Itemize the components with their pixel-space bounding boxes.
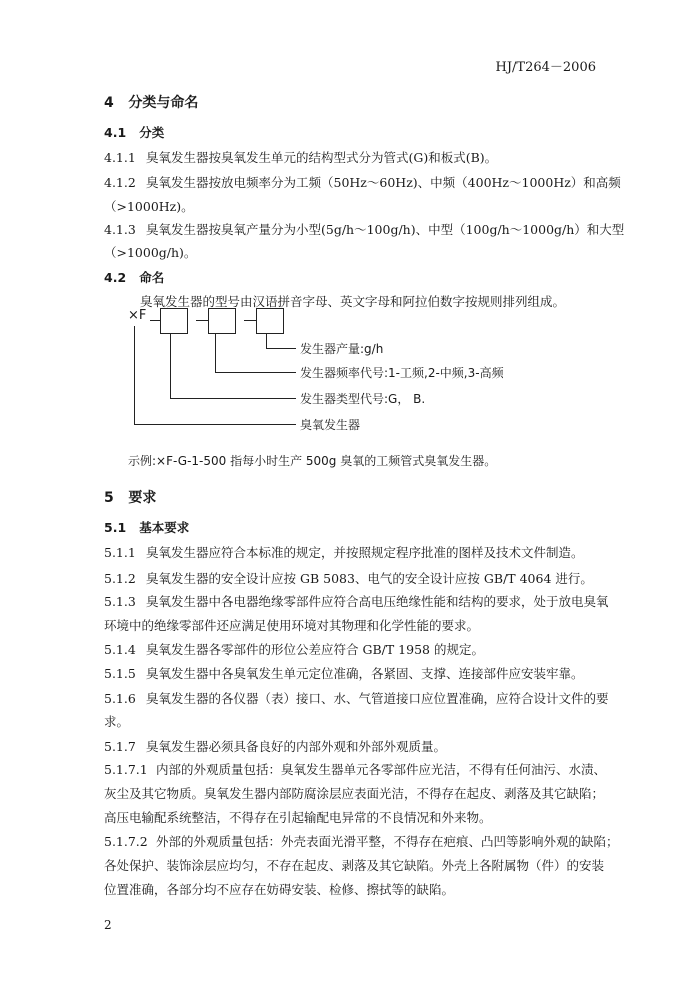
section-title: 要求 — [128, 490, 157, 506]
clause-5-1-3-line-1 — [104, 592, 609, 610]
diagram-label-ozone-generator: 臭氧发生器 — [300, 418, 361, 432]
connector-dash — [244, 320, 256, 321]
leader-line — [215, 372, 296, 373]
subsection-title: 分类 — [139, 125, 165, 140]
clause-text: 臭氧发生器应符合本标准的规定，并按照规定程序批准的图样及技术文件制造。 — [146, 545, 584, 560]
subsection-4-1-heading — [104, 123, 164, 141]
clause-number: 5.1.5 — [104, 666, 136, 681]
clause-number: 5.1.1 — [104, 545, 136, 560]
subsection-4-2-heading — [104, 268, 164, 286]
leader-line — [170, 334, 171, 398]
clause-number: 5.1.6 — [104, 691, 136, 706]
clause-5-1-7-1-line-1 — [104, 760, 606, 778]
type-code-box — [160, 308, 188, 334]
clause-5-1-4 — [104, 640, 484, 658]
clause-text: 臭氧发生器必须具备良好的内部外观和外部外观质量。 — [146, 739, 447, 754]
clause-text: 臭氧发生器的安全设计应按 GB 5083、电气的安全设计应按 GB/T 4064 进行。 — [146, 571, 593, 586]
clause-5-1-6-line-2: 求。 — [104, 714, 130, 729]
page-number: 2 — [104, 918, 112, 932]
clause-5-1-7-1-line-3: 高压电输配系统整洁，不得存在引起输配电异常的不良情况和外来物。 — [104, 810, 492, 825]
leader-line — [134, 326, 135, 424]
clause-number: 5.1.7.2 — [104, 834, 148, 849]
diagram-label-type: 发生器类型代号:G， B. — [300, 392, 426, 406]
clause-4-1-2-line-2: （>1000Hz)。 — [104, 199, 194, 214]
clause-number: 5.1.2 — [104, 571, 136, 586]
naming-intro: 臭氧发生器的型号由汉语拼音字母、英文字母和阿拉伯数字按规则排列组成。 — [140, 294, 566, 309]
leader-line — [266, 348, 296, 349]
clause-text: 臭氧发生器按臭氧产量分为小型(5g/h～100g/h)、中型（100g/h～1000g/h）和大型 — [146, 222, 625, 237]
connector-dash — [150, 320, 160, 321]
clause-text: 臭氧发生器中各电器绝缘零部件应符合高电压绝缘性能和结构的要求，处于放电臭氧 — [146, 594, 609, 609]
clause-text: 内部的外观质量包括：臭氧发生器单元各零部件应光洁，不得有任何油污、水渍、 — [156, 762, 607, 777]
leader-line — [170, 398, 296, 399]
subsection-number: 4.1 — [104, 125, 127, 140]
section-number: 4 — [104, 95, 114, 111]
section-4-heading — [104, 92, 198, 112]
clause-5-1-7-2-line-1 — [104, 832, 619, 850]
leader-line — [134, 424, 296, 425]
clause-5-1-7-1-line-2: 灰尘及其它物质。臭氧发生器内部防腐涂层应表面光洁，不得存在起皮、剥落及其它缺陷； — [104, 786, 605, 801]
clause-4-1-3-line-2: （>1000g/h)。 — [104, 245, 197, 260]
naming-example: 示例:×F-G-1-500 指每小时生产 500g 臭氧的工频管式臭氧发生器。 — [128, 454, 497, 468]
clause-number: 5.1.4 — [104, 642, 136, 657]
clause-number: 5.1.7 — [104, 739, 136, 754]
clause-text: 臭氧发生器按臭氧发生单元的结构型式分为管式(G)和板式(B)。 — [146, 150, 498, 165]
clause-number: 4.1.1 — [104, 150, 136, 165]
clause-4-1-3-line-1 — [104, 220, 624, 238]
diagram-label-output: 发生器产量:g/h — [300, 342, 384, 356]
subsection-number: 4.2 — [104, 270, 127, 285]
clause-5-1-7-2-line-2: 各处保护、装饰涂层应均匀，不存在起皮、剥落及其它缺陷。外壳上各附属物（件）的安装 — [104, 858, 605, 873]
clause-5-1-2 — [104, 569, 593, 587]
document-code: HJ/T264－2006 — [495, 60, 596, 75]
frequency-code-box — [208, 308, 236, 334]
clause-text: 臭氧发生器各零部件的形位公差应符合 GB/T 1958 的规定。 — [146, 642, 484, 657]
clause-text: 臭氧发生器中各臭氧发生单元定位准确，各紧固、支撑、连接部件应安装牢靠。 — [146, 666, 584, 681]
leader-line — [266, 334, 267, 348]
subsection-number: 5.1 — [104, 520, 127, 535]
clause-5-1-6-line-1 — [104, 689, 609, 707]
connector-dash — [196, 320, 208, 321]
leader-line — [215, 334, 216, 372]
section-number: 5 — [104, 490, 114, 506]
clause-4-1-2-line-1 — [104, 173, 621, 191]
section-5-heading — [104, 487, 156, 507]
diagram-label-frequency: 发生器频率代号:1-工频,2-中频,3-高频 — [300, 366, 504, 380]
clause-number: 4.1.2 — [104, 175, 136, 190]
clause-text: 外部的外观质量包括：外壳表面光滑平整，不得存在疤痕、凸凹等影响外观的缺陷； — [156, 834, 619, 849]
section-title: 分类与命名 — [128, 95, 199, 111]
clause-5-1-3-line-2: 环境中的绝缘零部件还应满足使用环境对其物理和化学性能的要求。 — [104, 618, 480, 633]
clause-5-1-7-2-line-3: 位置准确，各部分均不应存在妨碍安装、检修、擦拭等的缺陷。 — [104, 882, 455, 897]
clause-5-1-7 — [104, 737, 446, 755]
clause-number: 4.1.3 — [104, 222, 136, 237]
subsection-title: 命名 — [139, 270, 165, 285]
clause-number: 5.1.3 — [104, 594, 136, 609]
clause-5-1-1 — [104, 543, 584, 561]
clause-4-1-1 — [104, 148, 497, 166]
model-prefix: ×F — [128, 308, 147, 323]
clause-5-1-5 — [104, 664, 584, 682]
output-box — [256, 308, 284, 334]
clause-number: 5.1.7.1 — [104, 762, 148, 777]
subsection-5-1-heading — [104, 518, 189, 536]
clause-text: 臭氧发生器按放电频率分为工频（50Hz～60Hz)、中频（400Hz～1000Hz）和高频 — [146, 175, 621, 190]
clause-text: 臭氧发生器的各仪器（表）接口、水、气管道接口应位置准确，应符合设计文件的要 — [146, 691, 609, 706]
subsection-title: 基本要求 — [139, 520, 190, 535]
